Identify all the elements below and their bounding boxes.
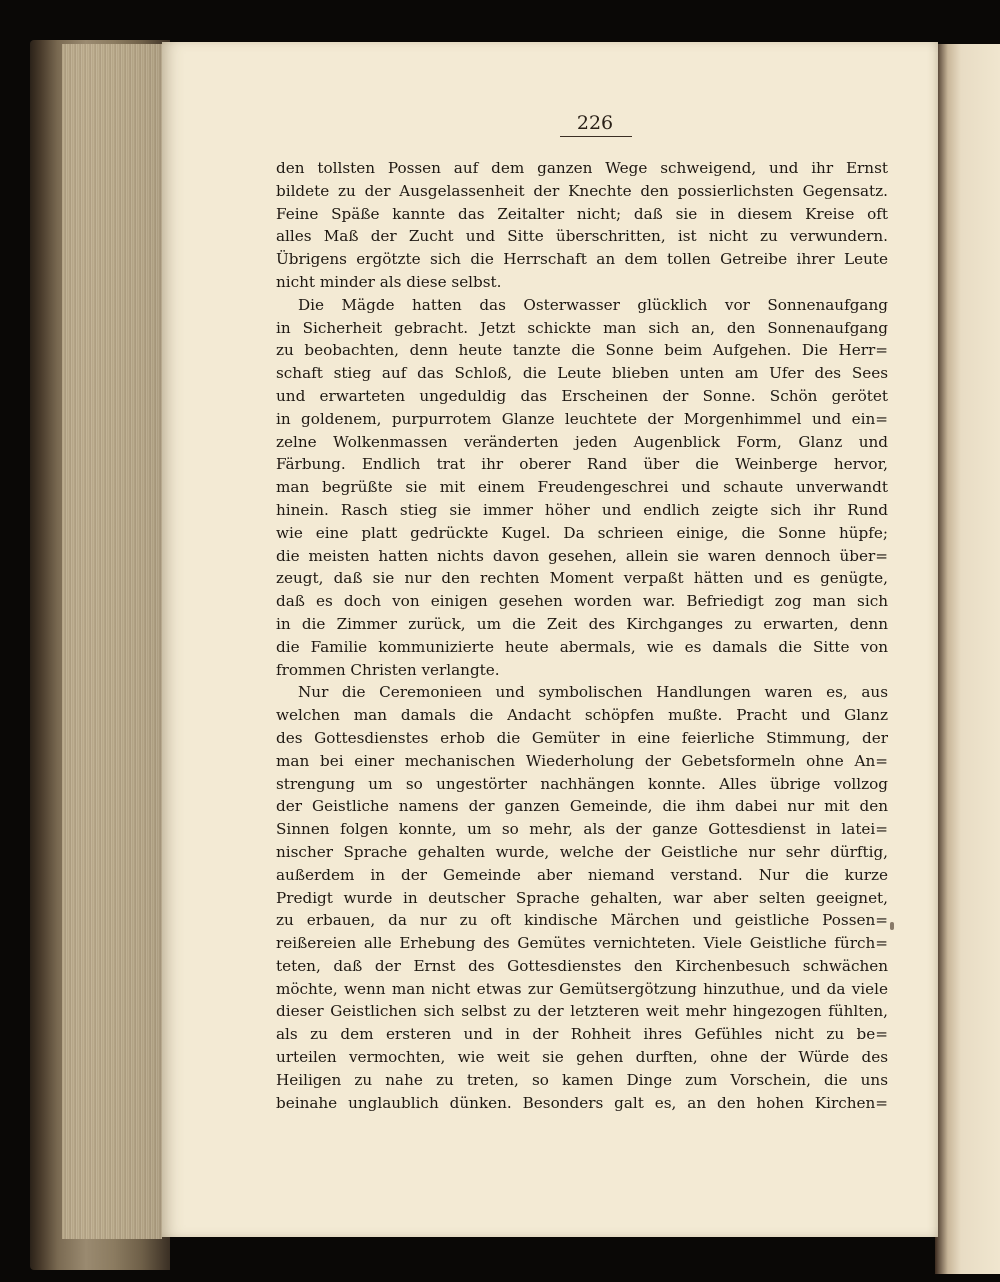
text-line: in Sicherheit gebracht. Jetzt schickte man sich an, den Sonnenaufgang [276,318,888,337]
text-line: möchte, wenn man nicht etwas zur Gemütsergötzung hinzuthue, und da viele [276,979,888,998]
text-line: schaft stieg auf das Schloß, die Leute blieben unten am Ufer des Sees [276,364,888,383]
text-line: als zu dem ersteren und in der Rohheit ihres Gefühles nicht zu be= [276,1025,888,1044]
text-line: die Familie kommunizierte heute abermals, wie es damals die Sitte von [276,637,888,656]
text-line: die meisten hatten nichts davon gesehen, allein sie waren dennoch über= [276,546,888,565]
text-line: Predigt wurde in deutscher Sprache gehalten, war aber selten geeignet, [276,888,888,907]
text-line: den tollsten Possen auf dem ganzen Wege schweigend, und ihr Ernst [276,159,888,177]
text-line: und erwarteten ungeduldig das Erscheinen der Sonne. Schön gerötet [276,386,888,405]
text-line: urteilen vermochten, wie weit sie gehen durften, ohne der Würde des [276,1048,888,1067]
text-line: der Geistliche namens der ganzen Gemeinde, die ihm dabei nur mit den [276,797,888,816]
text-line: zelne Wolkenmassen veränderten jeden Augenblick Form, Glanz und [276,432,888,451]
text-line: frommen Christen verlangte. [276,660,500,679]
text-line: welchen man damals die Andacht schöpfen mußte. Pracht und Glanz [276,706,888,725]
text-line: Sinnen folgen konnte, um so mehr, als der ganze Gottesdienst in latei= [276,820,888,839]
facing-page-edge [935,44,1000,1274]
page-number: 226 [576,112,614,134]
text-line: Färbung. Endlich trat ihr oberer Rand über die Weinberge hervor, [276,455,888,474]
page-edges [62,44,162,1239]
text-line: Heiligen zu nahe zu treten, so kamen Dinge zum Vorschein, die uns [276,1070,888,1089]
text-line: in goldenem, purpurrotem Glanze leuchtete der Morgenhimmel und ein= [276,409,888,428]
text-line: Nur die Ceremonieen und symbolischen Handlungen waren es, aus [298,683,888,702]
text-line: man bei einer mechanischen Wiederholung der Gebetsformeln ohne An= [276,751,888,770]
body-text [276,157,888,1114]
text-line: Die Mägde hatten das Osterwasser glücklich vor Sonnenaufgang [298,295,888,314]
text-line: teten, daß der Ernst des Gottesdienstes den Kirchenbesuch schwächen [276,956,888,975]
text-line: man begrüßte sie mit einem Freudengeschrei und schaute unverwandt [276,478,888,497]
text-line: nicht minder als diese selbst. [276,272,502,291]
text-line: bildete zu der Ausgelassenheit der Knechte den possierlichsten Gegensatz. [276,181,888,200]
page-number-rule [560,136,632,137]
text-line: Feine Späße kannte das Zeitalter nicht; daß sie in diesem Kreise oft [276,204,888,223]
text-line: daß es doch von einigen gesehen worden war. Befriedigt zog man sich [276,592,888,611]
text-line: alles Maß der Zucht und Sitte überschritten, ist nicht zu verwundern. [276,227,888,246]
text-line: des Gottesdienstes erhob die Gemüter in eine feierliche Stimmung, der [276,728,888,747]
text-line: reißereien alle Erhebung des Gemütes vernichteten. Viele Geistliche fürch= [276,934,888,953]
text-line: hinein. Rasch stieg sie immer höher und endlich zeigte sich ihr Rund [276,500,888,519]
text-line: strengung um so ungestörter nachhängen konnte. Alles übrige vollzog [276,774,888,793]
text-line: zeugt, daß sie nur den rechten Moment verpaßt hätten und es genügte, [276,569,888,588]
text-line: beinahe unglaublich dünken. Besonders galt es, an den hohen Kirchen= [276,1093,888,1112]
text-line: wie eine platt gedrückte Kugel. Da schrieen einige, die Sonne hüpfe; [276,523,888,542]
text-line: dieser Geistlichen sich selbst zu der letzteren weit mehr hingezogen fühlten, [276,1002,888,1021]
text-line: außerdem in der Gemeinde aber niemand verstand. Nur die kurze [276,865,888,884]
text-line: in die Zimmer zurück, um die Zeit des Kirchganges zu erwarten, denn [276,614,888,633]
ink-speck [890,922,894,930]
text-line: zu beobachten, denn heute tanzte die Sonne beim Aufgehen. Die Herr= [276,341,888,360]
text-line: nischer Sprache gehalten wurde, welche der Geistliche nur sehr dürftig, [276,842,888,861]
text-line: zu erbauen, da nur zu oft kindische Märchen und geistliche Possen= [276,911,888,930]
text-line: Übrigens ergötzte sich die Herrschaft an dem tollen Getreibe ihrer Leute [276,250,888,269]
